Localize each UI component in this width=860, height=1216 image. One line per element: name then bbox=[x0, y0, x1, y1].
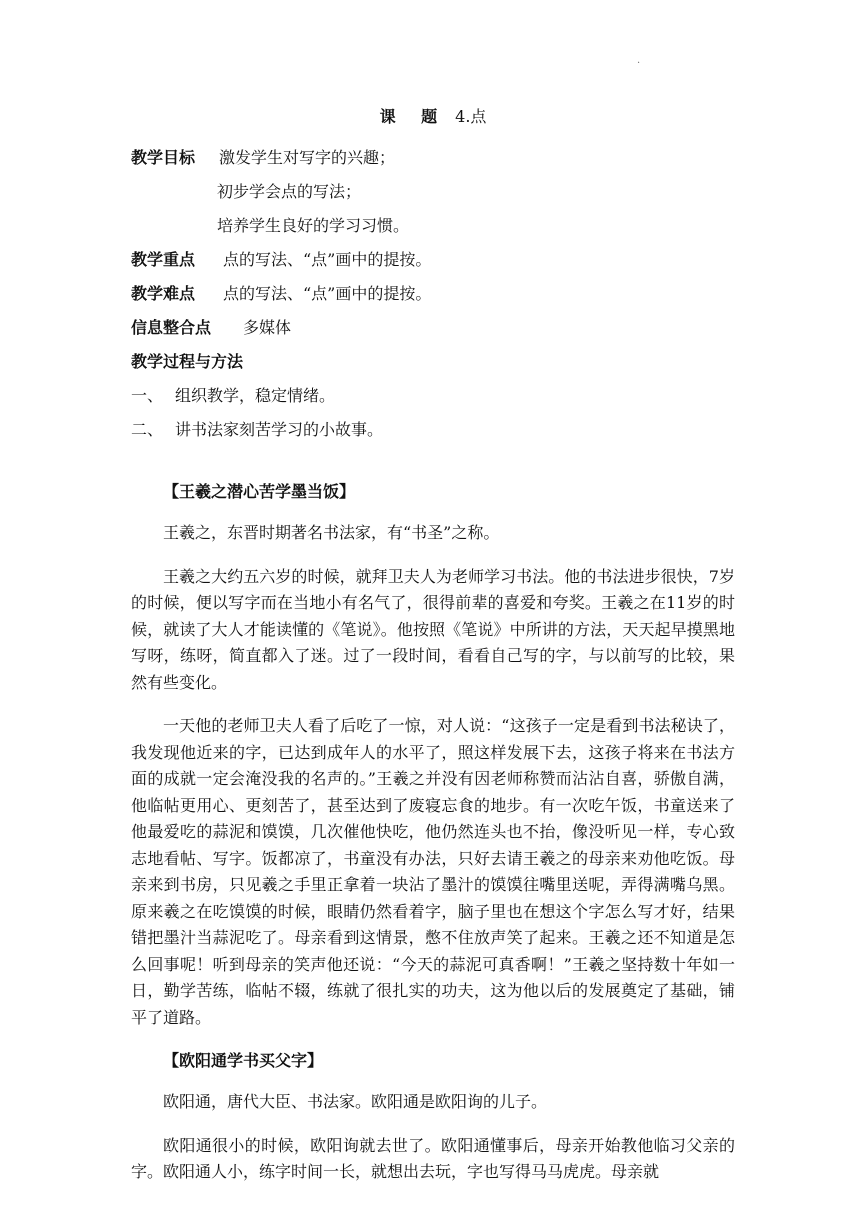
step-number: 二、 bbox=[131, 420, 164, 439]
story-paragraph: 一天他的老师卫夫人看了后吃了一惊，对人说：“这孩子一定是看到书法秘诀了，我发现他近来的字，已达到成年人的水平了，照这样发展下去，这孩子将来在书法方面的成就一定会淹没我的名声的。”王羲之并没有因老师称赞而沾沾自喜，骄傲自满，他临帖更用心、更刻苦了，甚至达到了废寝忘食的地步。有一次吃午饭，书童送来了他最爱吃的蒜泥和馍馍，几次催他快吃，他仍然连头也不抬，像没听见一样，专心致志地看帖、写字。饭都凉了，书童没有办法，只好去请王羲之的母亲来劝他吃饭。母亲来到书房，只见羲之手里正拿着一块沾了墨汁的馍馍往嘴里送呢，弄得满嘴乌黑。原来羲之在吃馍馍的时候，眼睛仍然看着字，脑子里也在想这个字怎么写才好，结果错把墨汁当蒜泥吃了。母亲看到这情景，憋不住放声笑了起来。王羲之还不知道是怎么回事呢！听到母亲的笑声他还说：“今天的蒜泥可真香啊！”王羲之坚持数十年如一日，勤学苦练，临帖不辍，练就了很扎实的功夫，这为他以后的发展奠定了基础，铺平了道路。 bbox=[131, 716, 735, 1027]
process-row bbox=[131, 345, 735, 379]
integration-row bbox=[131, 311, 735, 345]
objective-item: 培养学生良好的学习习惯。 bbox=[217, 216, 410, 235]
title-value: 4.点 bbox=[455, 107, 487, 126]
lesson-plan-page bbox=[131, 100, 735, 1203]
objectives-label: 教学目标 bbox=[131, 148, 196, 167]
title-label: 课 题 bbox=[379, 107, 448, 126]
story-paragraph: 欧阳通很小的时候，欧阳询就去世了。欧阳通懂事后，母亲开始教他临习父亲的字。欧阳通人小，练字时间一长，就想出去玩，字也写得马马虎虎。母亲就 bbox=[131, 1135, 735, 1181]
key-points-row bbox=[131, 243, 735, 277]
step-text: 讲书法家刻苦学习的小故事。 bbox=[175, 420, 384, 439]
story-paragraph: 王羲之，东晋时期著名书法家，有“书圣”之称。 bbox=[163, 523, 500, 542]
process-step bbox=[131, 413, 735, 447]
lesson-title bbox=[131, 104, 735, 127]
story-heading: 【欧阳通学书买父字】 bbox=[163, 1051, 324, 1070]
story-paragraph: 王羲之大约五六岁的时候，就拜卫夫人为老师学习书法。他的书法进步很快，7岁的时候，便以写字而在当地小有名气了，很得前辈的喜爱和夸奖。王羲之在11岁的时候，就读了大人才能读懂的《笔说》。他按照《笔说》中所讲的方法，天天起早摸黑地写呀，练呀，简直都入了迷。过了一段时间，看看自己写的字，与以前写的比较，果然有些变化。 bbox=[131, 566, 735, 692]
corner-mark: · bbox=[637, 58, 641, 69]
difficulties-value: 点的写法、“点”画中的提按。 bbox=[223, 284, 432, 303]
story-paragraph: 欧阳通，唐代大臣、书法家。欧阳通是欧阳询的儿子。 bbox=[163, 1092, 548, 1111]
key-points-value: 点的写法、“点”画中的提按。 bbox=[223, 250, 432, 269]
step-number: 一、 bbox=[131, 386, 164, 405]
objective-item: 激发学生对写字的兴趣； bbox=[219, 148, 396, 167]
objective-item-row bbox=[131, 175, 735, 209]
difficulties-row bbox=[131, 277, 735, 311]
step-text: 组织教学，稳定情绪。 bbox=[175, 386, 336, 405]
objectives-row bbox=[131, 141, 735, 175]
spacer bbox=[131, 447, 735, 471]
integration-value: 多媒体 bbox=[243, 318, 292, 337]
integration-label: 信息整合点 bbox=[131, 318, 212, 337]
process-step bbox=[131, 379, 735, 413]
key-points-label: 教学重点 bbox=[131, 250, 196, 269]
difficulties-label: 教学难点 bbox=[131, 284, 196, 303]
objective-item-row bbox=[131, 209, 735, 243]
process-label: 教学过程与方法 bbox=[131, 352, 244, 371]
story-heading: 【王羲之潜心苦学墨当饭】 bbox=[163, 482, 356, 501]
objective-item: 初步学会点的写法； bbox=[217, 182, 362, 201]
